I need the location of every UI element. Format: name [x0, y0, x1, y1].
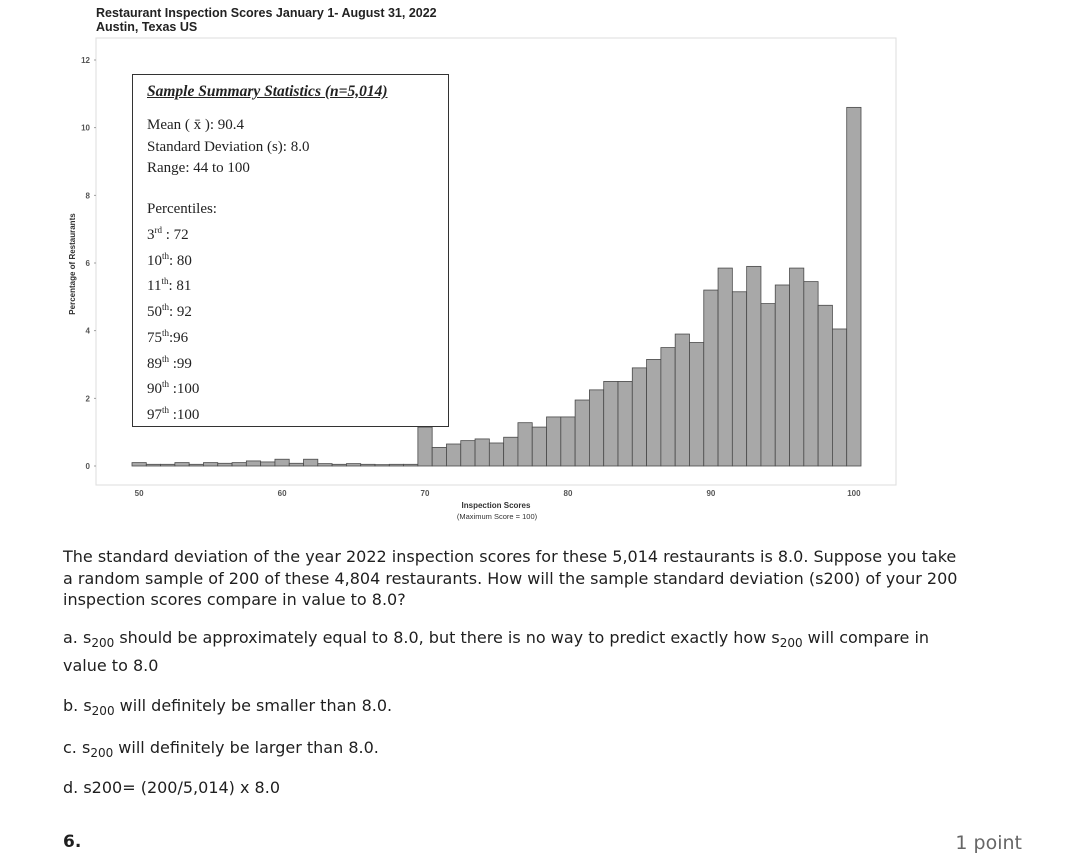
y-tick-label-2: 2 — [85, 394, 90, 404]
histogram-bar-97 — [804, 282, 818, 466]
summary-statistics-box — [132, 74, 449, 427]
histogram-bar-71 — [432, 447, 446, 466]
x-axis-sublabel: (Maximum Score = 100) — [456, 512, 538, 521]
histogram-bar-78 — [532, 427, 546, 466]
histogram-bar-86 — [647, 359, 661, 466]
y-tick-label-4: 4 — [85, 326, 90, 336]
histogram-bar-55 — [203, 463, 217, 466]
histogram-bar-66 — [361, 464, 375, 466]
histogram-bar-70 — [418, 427, 432, 466]
y-tick-label-10: 10 — [81, 123, 90, 133]
histogram-bar-81 — [575, 400, 589, 466]
percentile-10th: 10th: 80 — [147, 250, 192, 269]
histogram-bar-95 — [775, 285, 789, 466]
histogram-bar-90 — [704, 290, 718, 466]
percentile-90th: 90th :100 — [147, 379, 200, 398]
histogram-bar-57 — [232, 463, 246, 466]
histogram-bar-61 — [289, 463, 303, 466]
histogram-bar-63 — [318, 464, 332, 466]
percentile-3rd: 3rd : 72 — [147, 225, 189, 243]
histogram-bar-56 — [218, 463, 232, 466]
x-tick-label-90: 90 — [706, 489, 716, 498]
question-number: 6. — [63, 832, 82, 852]
histogram-bar-94 — [761, 304, 775, 466]
histogram-bar-87 — [661, 348, 675, 466]
histogram-bar-77 — [518, 423, 532, 466]
histogram-bar-52 — [161, 464, 175, 466]
option-a[interactable]: a. $s_{200}$ should be approximately equal to 8.0, but there is no way to predict exactly how $s_{200}$ will compare in value to 8.0 — [63, 628, 930, 675]
chart-subtitle: Austin, Texas US — [96, 20, 198, 34]
option-c[interactable]: c. $s_{200}$ will definitely be larger than 8.0. — [63, 738, 379, 760]
percentile-97th: 97th :100 — [147, 404, 200, 423]
x-tick-label-60: 60 — [277, 489, 287, 498]
histogram-bar-58 — [246, 461, 260, 466]
histogram-bar-75 — [489, 443, 503, 466]
points-label: 1 point — [955, 832, 1022, 854]
option-b[interactable]: b. $s_{200}$ will definitely be smaller than 8.0. — [63, 696, 393, 718]
histogram-bar-53 — [175, 463, 189, 466]
question-text: The standard deviation of the year 2022 inspection scores for these 5,014 restaurants is 8.0. Suppose you take a random sample of 200 of these 4,804 restaurants. How will the sample standard deviation (s200) of your 200 inspection scores compare in value to 8.0? — [63, 547, 958, 609]
histogram-bar-68 — [389, 464, 403, 466]
percentiles-title: Percentiles: — [147, 200, 217, 217]
histogram-bar-65 — [346, 464, 360, 466]
percentile-11th: 11th: 81 — [147, 276, 192, 295]
histogram-bar-67 — [375, 465, 389, 466]
histogram-bar-92 — [732, 292, 746, 466]
histogram-bar-85 — [632, 368, 646, 466]
histogram-bar-83 — [604, 381, 618, 466]
histogram-bar-74 — [475, 439, 489, 466]
histogram-bar-100 — [847, 107, 861, 466]
y-tick-label-0: 0 — [85, 462, 90, 471]
y-tick-label-6: 6 — [85, 259, 90, 268]
y-tick-label-12: 12 — [81, 56, 90, 65]
histogram-bar-96 — [790, 268, 804, 466]
x-axis-label: Inspection Scores — [461, 501, 531, 510]
histogram-bar-50 — [132, 463, 146, 466]
option-d[interactable]: d. s200= (200/5,014) x 8.0 — [63, 778, 280, 797]
histogram-bar-51 — [146, 464, 160, 466]
histogram-bar-64 — [332, 464, 346, 466]
y-tick-label-8: 8 — [85, 191, 90, 201]
histogram-bar-84 — [618, 381, 632, 466]
x-tick-label-80: 80 — [563, 489, 573, 498]
histogram-bar-82 — [589, 390, 603, 466]
histogram-bar-89 — [689, 343, 703, 466]
x-tick-label-100: 100 — [847, 489, 861, 498]
percentile-50th: 50th: 92 — [147, 302, 192, 321]
histogram-bar-80 — [561, 417, 575, 466]
percentile-89th: 89th :99 — [147, 353, 192, 372]
histogram-bar-76 — [504, 437, 518, 466]
histogram-bar-72 — [446, 444, 460, 466]
stats-sd: Standard Deviation (s): 8.0 — [147, 138, 310, 155]
histogram-bar-88 — [675, 334, 689, 466]
percentile-75th: 75th:96 — [147, 327, 189, 346]
stats-mean: Mean ( x̄ ): 90.4 — [147, 117, 245, 133]
histogram-bar-79 — [547, 417, 561, 466]
histogram-bar-69 — [404, 464, 418, 466]
histogram-bar-59 — [261, 462, 275, 466]
histogram-bar-60 — [275, 459, 289, 466]
histogram-bar-91 — [718, 268, 732, 466]
x-tick-label-70: 70 — [420, 489, 430, 498]
stats-range: Range: 44 to 100 — [147, 160, 250, 176]
histogram-bar-99 — [832, 329, 846, 466]
histogram-bar-54 — [189, 464, 203, 466]
chart-title: Restaurant Inspection Scores January 1- August 31, 2022 — [96, 6, 437, 20]
stats-title: Sample Summary Statistics (n=5,014) — [147, 83, 388, 100]
histogram-bar-73 — [461, 441, 475, 466]
x-tick-label-50: 50 — [134, 489, 144, 498]
histogram-bar-93 — [747, 266, 761, 466]
histogram-bar-98 — [818, 305, 832, 466]
y-axis-label: Percentage of Restaurants — [68, 213, 77, 315]
histogram-bar-62 — [304, 459, 318, 466]
